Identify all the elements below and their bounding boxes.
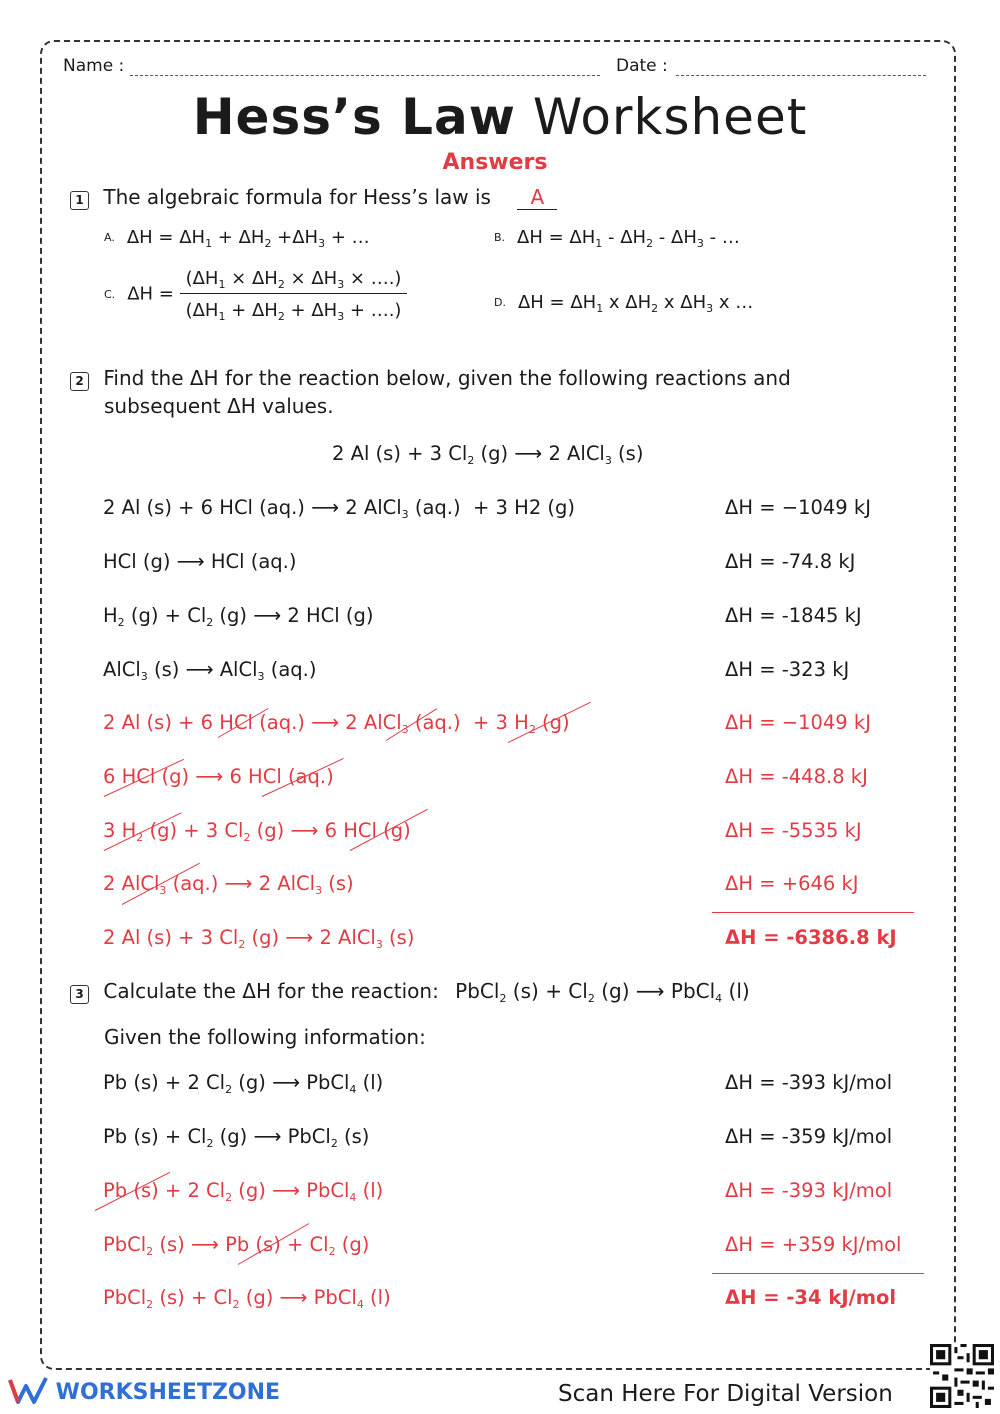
q3-work-2: PbCl$_2$ (s) ⟶ Pb $(s) + Cl_2$ (g) (103, 1233, 370, 1258)
q2-work-2: 6 HCl (g) ⟶ 6 HCl (aq.) (103, 765, 334, 788)
question-2-line2: subsequent ΔH values. (104, 394, 334, 418)
question-number: 1 (70, 191, 89, 210)
question-number: 2 (70, 372, 89, 391)
q2-work-dh-2: ΔH = -448.8 kJ (725, 765, 868, 788)
q2-result-reaction: 2 Al (s) + 3 $Cl_2$ (g) ⟶ 2 AlCl$_3$ (s) (103, 926, 415, 951)
q2-sum-line (712, 912, 914, 913)
q2-dh-2: ΔH = -74.8 kJ (725, 550, 856, 573)
scan-text: Scan Here For Digital Version (558, 1381, 893, 1407)
q2-reaction-1: 2 Al (s) + 6 HCl (aq.) ⟶ 2 AlCl$_3$ (aq.) + 3 H2 (g) (103, 496, 576, 521)
q2-work-4: 2 AlCl$_3$ (aq.) ⟶ 2 AlCl$_3$ (s) (103, 872, 354, 897)
q2-work-3: 3 $H_2$ (g) + 3 $Cl_2$ (g) ⟶ 6 HCl (g) (103, 819, 411, 844)
q2-work-dh-3: ΔH = -5535 kJ (725, 819, 862, 842)
q2-dh-1: ΔH = −1049 kJ (725, 496, 871, 519)
q3-sum-line (712, 1273, 924, 1274)
q1-option-b: B. $\Delta H = \Delta H_1 - \Delta H_2 - \Delta H_3$ - … (494, 227, 740, 250)
q2-dh-3: ΔH = -1845 kJ (725, 604, 862, 627)
qr-code-icon[interactable] (930, 1344, 994, 1408)
q1-answer: A (517, 185, 557, 210)
brand-logo: WORKSHEETZONE (8, 1376, 280, 1405)
q1-option-a: A. $\Delta H = \Delta H_1 + \Delta H_2 +\Delta H_3$ + … (104, 227, 370, 250)
name-label: Name : (63, 56, 125, 76)
q3-reaction-2: Pb $(s) + Cl_2$ (g) ⟶ PbCl$_2$ (s) (103, 1125, 370, 1150)
date-label: Date : (616, 56, 668, 76)
q3-work-1: Pb (s) + 2 $Cl_2$ (g) ⟶ PbCl$_4$ (l) (103, 1179, 384, 1204)
q3-reaction-1: Pb (s) + 2 $Cl_2$ (g) ⟶ PbCl$_4$ (l) (103, 1071, 384, 1096)
page-title: Hess’s Law Worksheet (192, 88, 808, 146)
q3-work-dh-2: ΔH = +359 kJ/mol (725, 1233, 902, 1256)
q2-work-dh-4: ΔH = +646 kJ (725, 872, 859, 895)
q3-work-dh-1: ΔH = -393 kJ/mol (725, 1179, 893, 1202)
q2-work-1: 2 Al (s) + 6 HCl (aq.) ⟶ 2 AlCl$_3$ (aq.) + 3 $H_2$ (g) (103, 711, 570, 736)
q2-work-dh-1: ΔH = −1049 kJ (725, 711, 871, 734)
page-subtitle: Answers (442, 150, 548, 175)
q3-dh-1: ΔH = -393 kJ/mol (725, 1071, 893, 1094)
q3-given-label: Given the following information: (104, 1025, 426, 1049)
q2-reaction-2: HCl (g) ⟶ HCl (aq.) (103, 550, 297, 573)
question-1: 1 The algebraic formula for Hess’s law is A (70, 185, 557, 210)
q1-option-c: C. ΔH = $\frac{(\Delta H_1 \times \Delta H_2 \times \Delta H_3 \times \dots.)}{(\Delta H_1 + \Delta H_2 + \Delta H_3 + \dots.)}$ (104, 268, 407, 321)
q3-dh-2: ΔH = -359 kJ/mol (725, 1125, 893, 1148)
q2-reaction-4: AlCl$_3$ (s) ⟶ AlCl$_3$ (aq.) (103, 658, 317, 683)
question-3: 3 Calculate the ΔH for the reaction: PbCl$_2$ $(s) + Cl_2$ (g) ⟶ PbCl$_4$ (l) (70, 979, 750, 1004)
q3-result-reaction: PbCl$_2$ $(s) + Cl_2$ (g) ⟶ PbCl$_4$ (l) (103, 1286, 391, 1311)
q2-dh-4: ΔH = -323 kJ (725, 658, 850, 681)
q1-option-d: D. $\Delta H = \Delta H_1$ x $\Delta H_2$ x $\Delta H_3$ x … (494, 292, 754, 315)
logo-icon (8, 1376, 48, 1404)
q2-reaction-3: $H_2$ $(g) + Cl_2$ (g) ⟶ 2 HCl (g) (103, 604, 374, 629)
date-field[interactable] (676, 75, 926, 76)
question-2: 2 Find the ΔH for the reaction below, given the following reactions and (70, 366, 791, 391)
question-number: 3 (70, 985, 89, 1004)
q2-target-reaction: 2 Al (s) + 3 $Cl_2$ (g) ⟶ 2 AlCl$_3$ (s) (332, 442, 644, 467)
name-field[interactable] (130, 75, 600, 76)
q3-result-dh: ΔH = -34 kJ/mol (725, 1286, 897, 1309)
q2-result-dh: ΔH = -6386.8 kJ (725, 926, 897, 949)
